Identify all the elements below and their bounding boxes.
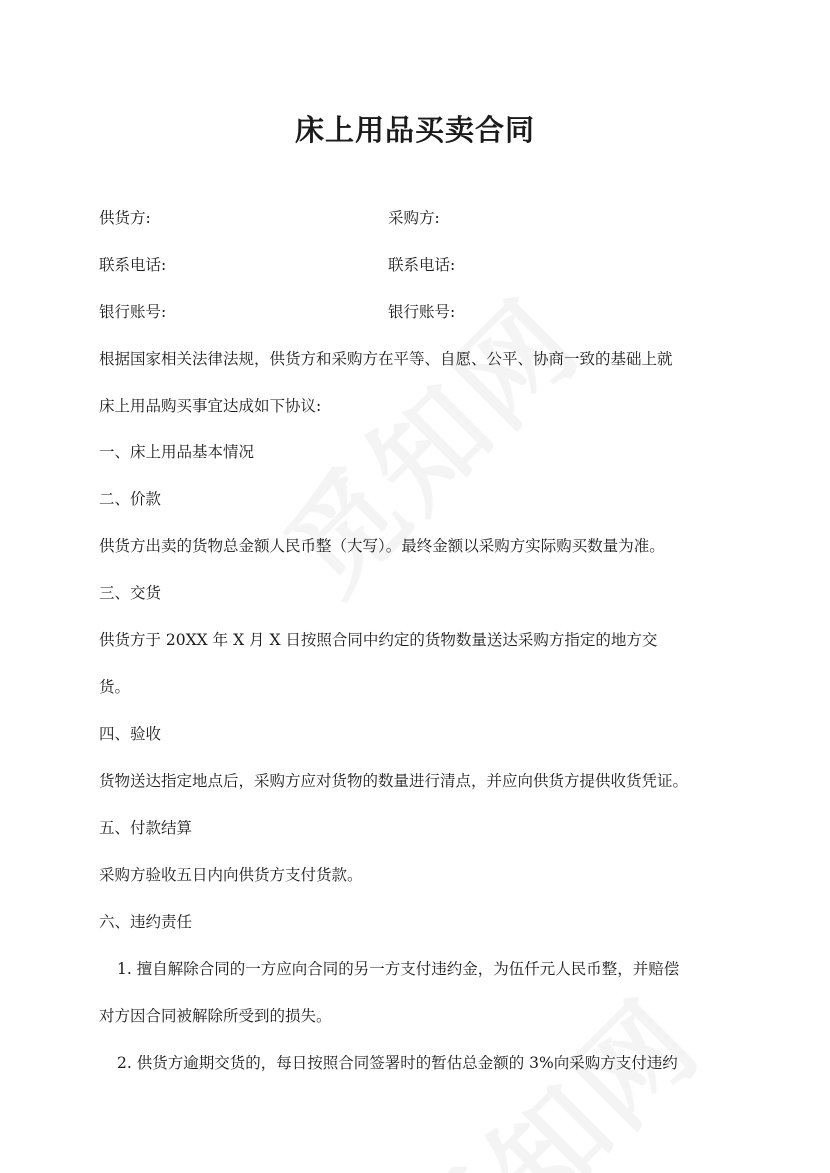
preamble-line-1: 根据国家相关法律法规，供货方和采购方在平等、自愿、公平、协商一致的基础上就 bbox=[99, 350, 673, 368]
section-4-heading: 四、验收 bbox=[99, 725, 162, 743]
buyer-bank-label: 银行账号: bbox=[388, 303, 456, 321]
supplier-phone-label: 联系电话: bbox=[99, 256, 167, 274]
section-3-heading: 三、交货 bbox=[99, 584, 162, 602]
supplier-label: 供货方: bbox=[99, 209, 151, 227]
supplier-bank-label: 银行账号: bbox=[99, 303, 167, 321]
section-5-body: 采购方验收五日内向供货方支付货款。 bbox=[99, 866, 363, 884]
section-4-body: 货物送达指定地点后，采购方应对货物的数量进行清点，并应向供货方提供收货凭证。 bbox=[99, 772, 689, 790]
section-6-item-1-line-1: 1. 擅自解除合同的一方应向合同的另一方支付违约金，为伍仟元人民币整，并赔偿 bbox=[117, 960, 680, 978]
section-1-heading: 一、床上用品基本情况 bbox=[99, 443, 255, 461]
section-6-item-2-line-1: 2. 供货方逾期交货的，每日按照合同签署时的暂估总金额的 3%向采购方支付违约 bbox=[117, 1054, 678, 1072]
section-2-body: 供货方出卖的货物总金额人民币整（大写）。最终金额以采购方实际购买数量为准。 bbox=[99, 537, 665, 555]
buyer-phone-label: 联系电话: bbox=[388, 256, 456, 274]
section-6-item-1-line-2: 对方因合同被解除所受到的损失。 bbox=[99, 1007, 332, 1025]
section-2-heading: 二、价款 bbox=[99, 490, 162, 508]
section-3-body-line-1: 供货方于 20XX 年 X 月 X 日按照合同中约定的货物数量送达采购方指定的地方交 bbox=[99, 631, 658, 649]
section-5-heading: 五、付款结算 bbox=[99, 819, 193, 837]
buyer-label: 采购方: bbox=[388, 209, 440, 227]
section-6-heading: 六、违约责任 bbox=[99, 913, 193, 931]
section-3-body-line-2: 货。 bbox=[99, 678, 131, 696]
document-title: 床上用品买卖合同 bbox=[294, 113, 535, 147]
preamble-line-2: 床上用品购买事宜达成如下协议: bbox=[99, 397, 322, 415]
